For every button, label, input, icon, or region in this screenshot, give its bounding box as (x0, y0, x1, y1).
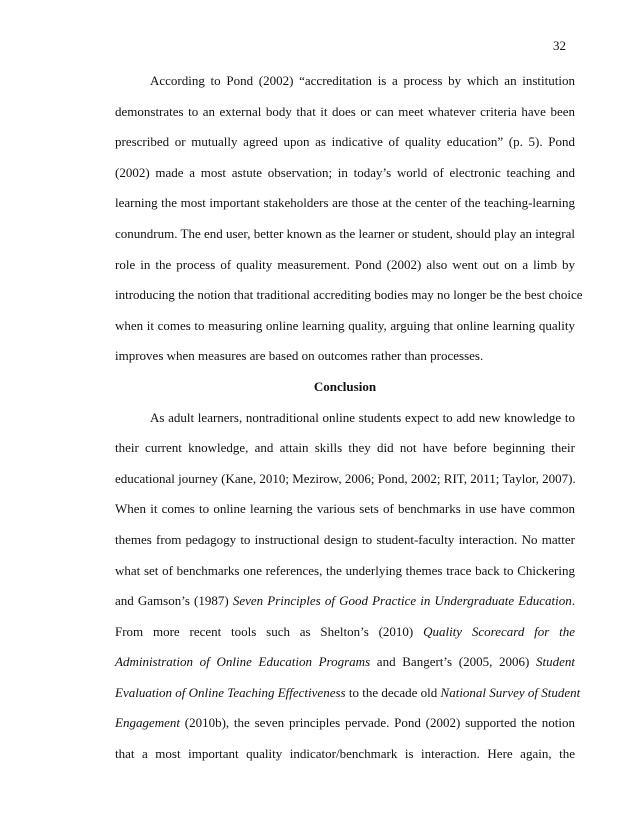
work-title: Student (535, 654, 575, 670)
paragraph-line: when it comes to measuring online learning quality, arguing that online learning quality (115, 317, 575, 333)
line-text: and Bangert’s (2005, 2006) (370, 654, 536, 670)
paragraph-line (115, 586, 575, 617)
paragraph-line: improves when measures are based on outcomes rather than processes. (115, 348, 484, 364)
paragraph-line: prescribed or mutually agreed upon as indicative of quality education” (p. 5). Pond (115, 134, 575, 150)
paragraph-line: role in the process of quality measurement. Pond (2002) also went out on a limb by (115, 256, 575, 272)
line-text: to the decade old (345, 684, 441, 700)
paragraph-line (115, 678, 581, 709)
work-title: Administration of Online Education Programs (115, 654, 371, 670)
paragraph-line: their current knowledge, and attain skills they did not have before beginning their (115, 440, 575, 456)
line-text: (2010b), the seven principles pervade. Pond (2002) supported the notion (179, 715, 575, 731)
paragraph-line (115, 617, 575, 648)
work-title: National Survey of Student (440, 684, 581, 700)
body-text (115, 66, 583, 770)
line-text: and Gamson’s (1987) (115, 593, 233, 609)
paragraph-line: that a most important quality indicator/benchmark is interaction. Here again, the (115, 746, 575, 762)
book-title: Seven Principles of Good Practice in Undergraduate Education (232, 593, 572, 609)
section-heading: Conclusion (313, 378, 377, 394)
work-title: Quality Scorecard for the (423, 623, 575, 639)
paragraph-line: (2002) made a most astute observation; in today’s world of electronic teaching and (115, 164, 575, 180)
paragraph-line: educational journey (Kane, 2010; Mezirow, 2006; Pond, 2002; RIT, 2011; Taylor, 2007). (115, 470, 576, 486)
line-text: From more recent tools such as Shelton’s (2010) (115, 623, 424, 639)
paragraph-line (115, 708, 575, 739)
paragraph-line: When it comes to online learning the various sets of benchmarks in use have common (115, 501, 575, 517)
paragraph-line: conundrum. The end user, better known as the learner or student, should play an integral (115, 225, 575, 241)
work-title: Engagement (115, 715, 180, 731)
paragraph-line (115, 647, 575, 678)
work-title: Evaluation of Online Teaching Effectiveness (115, 684, 346, 700)
line-text: . (571, 593, 575, 609)
paragraph-line: As adult learners, nontraditional online students expect to add new knowledge to (150, 409, 575, 425)
paragraph-line: According to Pond (2002) “accreditation is a process by which an institution (150, 73, 575, 88)
paragraph-line: what set of benchmarks one references, the underlying themes trace back to Chickering (115, 562, 575, 578)
paragraph-line: introducing the notion that traditional accrediting bodies may no longer be the best choice (115, 287, 583, 303)
page-number: 32 (553, 38, 566, 53)
paragraph-line: themes from pedagogy to instructional design to student-faculty interaction. No matter (115, 531, 575, 547)
paragraph-line: learning the most important stakeholders are those at the center of the teaching-learning (115, 195, 575, 211)
paragraph-line: demonstrates to an external body that it does or can meet whatever criteria have been (115, 103, 575, 119)
